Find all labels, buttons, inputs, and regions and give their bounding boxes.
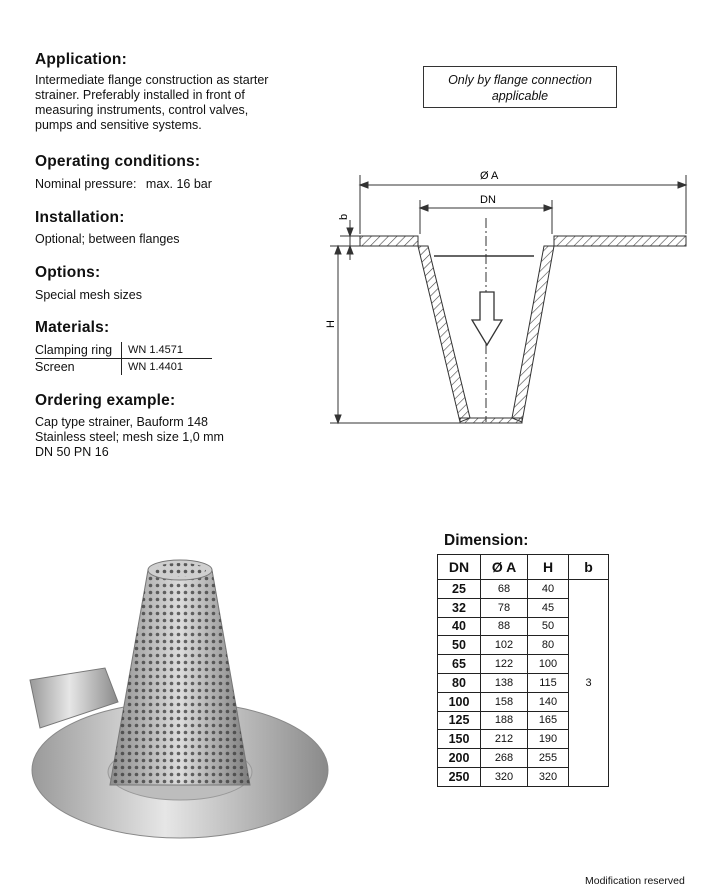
dimension-table bbox=[437, 554, 609, 787]
cell-dn: 40 bbox=[438, 617, 481, 636]
table-row bbox=[438, 580, 609, 599]
label-b: b bbox=[338, 213, 350, 220]
header-h: H bbox=[528, 555, 569, 580]
cell-od: 158 bbox=[481, 692, 528, 711]
cell-od: 320 bbox=[481, 767, 528, 786]
application-text bbox=[35, 73, 268, 133]
operating-title: Operating conditions: bbox=[35, 153, 201, 170]
ordering-line: DN 50 PN 16 bbox=[35, 445, 109, 459]
arrow-head bbox=[335, 415, 341, 423]
cell-od: 268 bbox=[481, 749, 528, 768]
cell-od: 78 bbox=[481, 598, 528, 617]
cell-od: 212 bbox=[481, 730, 528, 749]
cone-bottom bbox=[460, 418, 522, 423]
note-line: applicable bbox=[491, 89, 549, 103]
ordering-title: Ordering example: bbox=[35, 392, 176, 409]
cell-od: 68 bbox=[481, 580, 528, 599]
label-od: Ø A bbox=[480, 170, 499, 182]
materials-row bbox=[35, 359, 212, 376]
application-title: Application: bbox=[35, 51, 127, 68]
materials-row bbox=[35, 342, 212, 359]
flange-right bbox=[554, 236, 686, 246]
flow-arrow-icon bbox=[472, 292, 502, 345]
cell-od: 88 bbox=[481, 617, 528, 636]
header-dn: DN bbox=[438, 555, 481, 580]
application-line: Intermediate flange construction as starter bbox=[35, 73, 269, 87]
cell-dn: 32 bbox=[438, 598, 481, 617]
arrow-head bbox=[360, 182, 368, 188]
cell-dn: 125 bbox=[438, 711, 481, 730]
cell-od: 138 bbox=[481, 673, 528, 692]
cell-h: 190 bbox=[528, 730, 569, 749]
cell-dn: 25 bbox=[438, 580, 481, 599]
label-h: H bbox=[325, 320, 337, 328]
application-line: pumps and sensitive systems. bbox=[35, 118, 202, 132]
cone-wall-right bbox=[512, 246, 554, 422]
header-od: Ø A bbox=[481, 555, 528, 580]
cell-h: 320 bbox=[528, 767, 569, 786]
ordering-line: Stainless steel; mesh size 1,0 mm bbox=[35, 430, 224, 444]
pressure-value: max. 16 bar bbox=[145, 177, 212, 191]
cell-dn: 100 bbox=[438, 692, 481, 711]
material-part: Clamping ring bbox=[35, 342, 122, 359]
arrow-head bbox=[678, 182, 686, 188]
note-line: Only by flange connection bbox=[448, 73, 592, 87]
arrow-head bbox=[335, 246, 341, 254]
options-text: Special mesh sizes bbox=[35, 288, 142, 302]
cell-dn: 80 bbox=[438, 673, 481, 692]
arrow-head bbox=[544, 205, 552, 211]
cell-dn: 150 bbox=[438, 730, 481, 749]
dimension-title: Dimension: bbox=[444, 532, 529, 549]
options-title: Options: bbox=[35, 264, 101, 281]
materials-title: Materials: bbox=[35, 319, 110, 336]
application-line: strainer. Preferably installed in front of bbox=[35, 88, 245, 102]
technical-drawing bbox=[320, 160, 700, 445]
cell-h: 80 bbox=[528, 636, 569, 655]
arrow-head bbox=[347, 246, 353, 254]
cell-od: 188 bbox=[481, 711, 528, 730]
materials-table bbox=[35, 342, 212, 375]
installation-title: Installation: bbox=[35, 209, 125, 226]
ordering-line: Cap type strainer, Bauform 148 bbox=[35, 415, 209, 429]
ordering-text bbox=[35, 415, 224, 460]
cell-h: 140 bbox=[528, 692, 569, 711]
application-line: measuring instruments, control valves, bbox=[35, 103, 249, 117]
arrow-head bbox=[420, 205, 428, 211]
cell-h: 165 bbox=[528, 711, 569, 730]
cell-h: 115 bbox=[528, 673, 569, 692]
product-photo bbox=[0, 540, 340, 850]
cell-od: 122 bbox=[481, 655, 528, 674]
header-b: b bbox=[569, 555, 609, 580]
flange-left bbox=[360, 236, 418, 246]
dimension-header-row bbox=[438, 555, 609, 580]
cell-dn: 50 bbox=[438, 636, 481, 655]
label-dn: DN bbox=[480, 194, 496, 206]
cell-dn: 200 bbox=[438, 749, 481, 768]
operating-row bbox=[35, 177, 212, 192]
cell-h: 100 bbox=[528, 655, 569, 674]
cone-wall-left bbox=[418, 246, 470, 422]
arrow-head bbox=[347, 228, 353, 236]
cell-dn: 65 bbox=[438, 655, 481, 674]
material-part: Screen bbox=[35, 360, 75, 374]
cell-h: 45 bbox=[528, 598, 569, 617]
footer-note: Modification reserved bbox=[585, 875, 685, 887]
pressure-label: Nominal pressure: bbox=[35, 177, 137, 191]
cell-h: 50 bbox=[528, 617, 569, 636]
material-grade: WN 1.4571 bbox=[122, 342, 213, 359]
cell-od: 102 bbox=[481, 636, 528, 655]
cell-b: 3 bbox=[569, 580, 609, 787]
cell-h: 255 bbox=[528, 749, 569, 768]
material-grade: WN 1.4401 bbox=[122, 359, 213, 376]
cell-dn: 250 bbox=[438, 767, 481, 786]
flange-note-box bbox=[423, 66, 617, 108]
installation-text: Optional; between flanges bbox=[35, 232, 180, 246]
cell-h: 40 bbox=[528, 580, 569, 599]
